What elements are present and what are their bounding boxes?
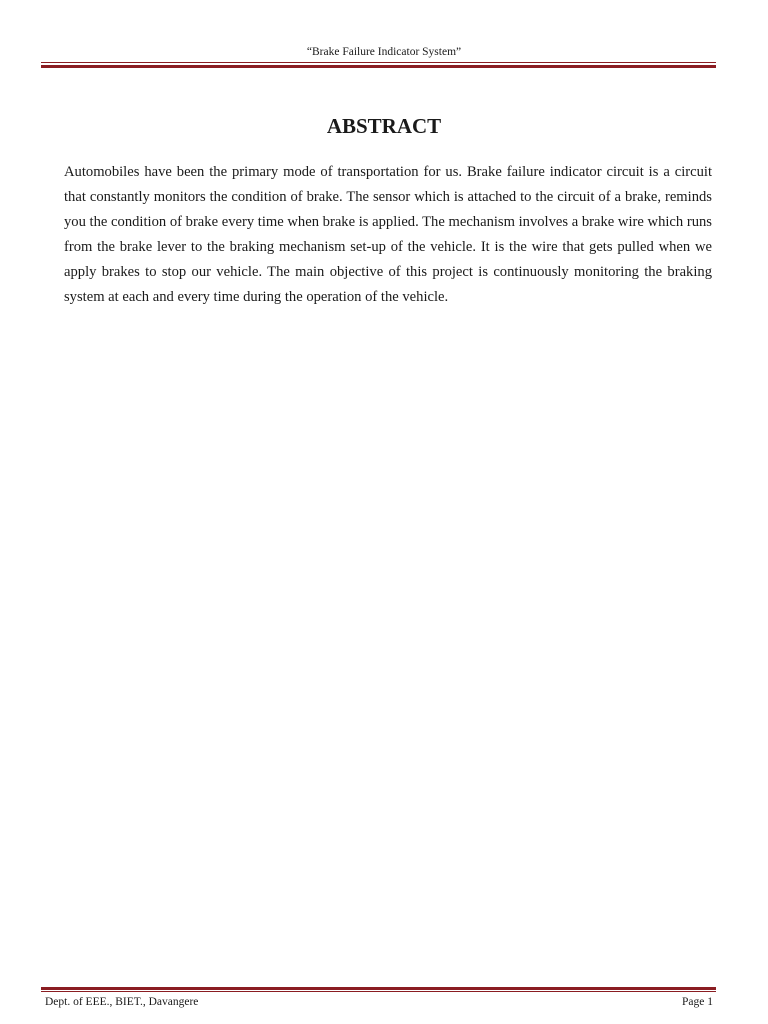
footer-department: Dept. of EEE., BIET., Davangere: [45, 996, 199, 1008]
header-rule-thick: [41, 65, 716, 68]
abstract-heading: ABSTRACT: [326, 114, 442, 138]
footer-page-number: Page 1: [682, 996, 713, 1008]
running-header-title: “Brake Failure Indicator System”: [306, 46, 462, 58]
abstract-paragraph: Automobiles have been the primary mode of transportation for us. Brake failure indicator circuit is a circuit that constantly monitors the condition of brake. The sensor which is attached to the circuit of a brake, reminds you the condition of brake every time when brake is applied. The mechanism involves a brake wire which runs from the brake lever to the braking mechanism set-up of the vehicle. It is the wire that gets pulled when we apply brakes to stop our vehicle. The main objective of this project is continuously monitoring the braking system at each and every time during the operation of the vehicle.: [64, 164, 712, 305]
footer-rule-thin: [41, 991, 716, 992]
footer-rule-thick: [41, 987, 716, 990]
header-rule-thin: [41, 62, 716, 63]
